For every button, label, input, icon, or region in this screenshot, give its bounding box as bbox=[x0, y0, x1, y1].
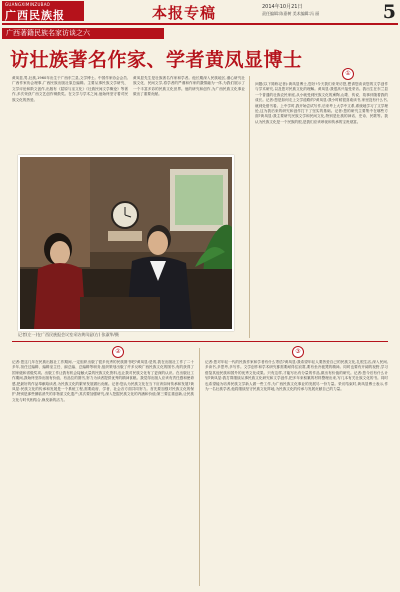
section-marker-1: ① bbox=[342, 68, 354, 80]
section-marker-2: ② bbox=[112, 346, 124, 358]
article-column-middle: 黄凤显先生是壮族著名作家和学者。他长期深入民族地区,潜心研究壮族文化、民间文学,将学者的严谨和作家的激情融为一体,为我们展示了一个丰富多彩的民族文化世界。他的研究和创作,为广西民族文化事业做出了重要贡献。 bbox=[133, 76, 245, 97]
issue-date: 2014年10月21日 bbox=[262, 4, 303, 10]
editor-credit: 责任编辑:陈嘉树 美术编辑:冯 丽 bbox=[262, 11, 320, 16]
photo-caption: 记者(左一)在广西民族报会议室采访黄凤显(右) 张淑华/摄 bbox=[18, 332, 119, 337]
masthead-pinyin: GUANGXIMINZUBAO bbox=[5, 2, 51, 7]
masthead-logo bbox=[2, 1, 84, 21]
article-column-bottom-left: 记者:您这几年在民族出版社工作期间,一定组织出版了很多优秀的民族图书吧?黄凤显:是的,我在出版社工作了二十多年,担任过编辑、编辑室主任、副总编、总编辑等职务,组织策划出版了许多反映广西民族文化的图书,有的获得了国家级和省级奖项。出版工作让我有机会接触大量的民族文化资料,也让我对民族文化有了更深的认识。在出版社工作期间,我始终坚持出版有价值、有品位的图书,努力为读者提供优秀的精神食粮。我觉得出版人应该有责任感和使命感,把最好的作品奉献给读者,为民族文化的繁荣发展做出贡献。记者:您认为民族文化在当下应该如何传承和发展?黄凤显:民族文化的传承和发展是一个系统工程,需要政府、学者、社会各方面共同努力。首先要加强对民族文化的保护,特别是那些濒临消失的非物质文化遗产;其次要加强研究,深入挖掘民族文化的内涵和价值;第三要注重创新,让民族文化与时代相结合,焕发新的活力。 bbox=[12, 360, 194, 402]
interview-scene-image bbox=[20, 157, 232, 329]
header-rule bbox=[2, 23, 398, 25]
article-column-right: 问题(以下简称记者):黄凤显博士,您好!今天我们来采访您,想请您谈谈您的文学创作与学术研究,以及您对民族文化的理解。黄凤显:我很高兴接受采访。我出生在东兰县一个普通的壮族农民家庭,从小就受到民族文化的熏陶,山歌、传说、故事伴随着我的成长。记者:您是如何走上文学道路的?黄凤显:我小时候很喜欢读书,家里没有什么书,就到处借书看。上中学时,我开始尝试写作,后来考上大学中文系,系统地学习了文学理论,这为我后来的研究和创作打下了坚实的基础。记者:您的研究主要集中在哪些方面?黄凤显:我主要研究民族文学和民间文化,特别是壮族的神话、史诗、民歌等。我认为民族文化是一个民族的根,是我们应该珍视和传承的宝贵财富。 bbox=[255, 82, 388, 124]
section-divider bbox=[12, 341, 388, 342]
masthead-title: 广西民族报 bbox=[5, 9, 65, 22]
article-column-bottom-right: 记者:您对年轻一代的民族作家和学者有什么寄语?黄凤显:我希望年轻人要热爱自己的民族文化,扎根生活,深入民间,多读书,多思考,多写作。文学创作和学术研究都需要耐得住寂寞,要有坐冷板凳的精神。同时也要有开阔的视野,学习借鉴其他民族和国外的优秀文化成果。只有这样,才能写出有分量的作品,做出有价值的研究。记者:您今后有什么计划?黄凤显:我打算继续从事民族文化研究和文学创作,把多年来积累的材料整理出来,写几本有关壮族文化的书。同时也希望能为培养民族文学新人做一些工作,为广西民族文化事业的发展尽一份力量。采访结束时,黄凤显博士表示,作为一名壮族学者,他将继续坚守民族文化阵地,为民族文化的传承与发展贡献自己的力量。 bbox=[205, 360, 388, 392]
column-divider bbox=[249, 76, 250, 338]
section-title: 本报专稿 bbox=[152, 4, 217, 22]
headline: 访壮族著名作家、学者黄凤显博士 bbox=[10, 49, 303, 71]
interview-photo bbox=[18, 155, 234, 331]
series-kicker: 广西著籍民族名家访谈之六 bbox=[2, 28, 164, 39]
page-header bbox=[0, 0, 400, 24]
page-number: 5 bbox=[382, 1, 396, 23]
article-column-left: 黄凤显,男,壮族,1960年出生于广西东兰县,文学博士。中国作家协会会员,广西作家协会理事,广西民族出版社原总编辑。主要从事民族文学研究、文学评论和散文创作,出版有《屈原与巫文化》《壮族民间文学概论》等著作,多次荣获广西文艺创作铜鼓奖。在文学与学术之间,他始终坚守着对民族文化的热爱。 bbox=[12, 76, 128, 102]
bottom-column-divider bbox=[199, 348, 200, 586]
section-marker-3: ③ bbox=[292, 346, 304, 358]
